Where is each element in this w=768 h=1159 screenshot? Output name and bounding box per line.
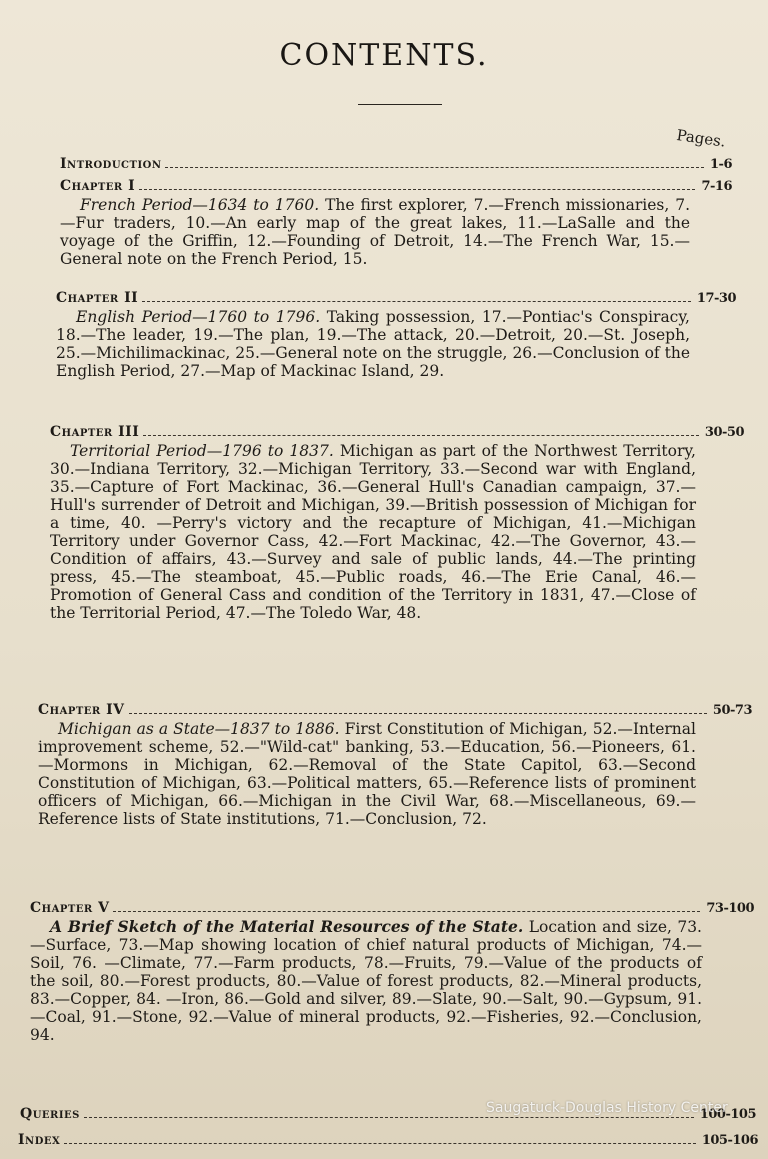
toc-entry-chapter-3 [50,424,744,622]
period-text: Michigan as part of the Northwest Territory, 30.—Indiana Territory, 32.—Michigan Territory, 33.—Second war with England, 35.—Capture of Fort Mackinac, 36.—General Hull's Canadian campaign, 37.—Hull's surrender of Detroit and Michigan, 39.—British possession of Michigan for a time, 40. —Perry's victory and the recapture of Michigan, 41.—Michigan Territory under Governor Cass, 42.—Fort Mackinac, 42.—The Governor, 43.—Condition of affairs, 43.—Survey and sale of public lands, 44.—The printing press, 45.—The steamboat, 45.—Public roads, 46.—The Erie Canal, 46.—Promotion of General Cass and condition of the Territory in 1831, 47.—Close of the Territorial Period, 47.—The Toledo War, 48. [50,442,696,622]
toc-entry-chapter-1 [60,178,732,268]
period-heading: Territorial Period—1796 to 1837. [70,442,334,460]
page-title: CONTENTS. [279,38,489,73]
toc-label: Introduction [60,156,162,172]
period-text: Location and size, 73.—Surface, 73.—Map showing location of chief natural products of Michigan, 74.—Soil, 76. —Climate, 77.—Farm products, 78.—Fruits, 79.—Value of the products of the soil, 80.—Forest products, 80.—Value of forest products, 82.—Mineral products, 83.—Copper, 84. —Iron, 86.—Gold and silver, 89.—Slate, 90.—Salt, 90.—Gypsum, 91.—Coal, 91.—Stone, 92.—Value of mineral products, 92.—Fisheries, 92.—Conclusion, 94. [30,918,702,1044]
toc-description [50,442,696,622]
dot-leader [84,1117,694,1118]
toc-label: Chapter V [30,900,110,916]
toc-heading-line [30,900,754,916]
toc-heading-line [60,178,732,194]
archive-watermark: Saugatuck-Douglas History Center [486,1100,728,1116]
toc-entry-index [18,1132,758,1148]
toc-pages: 17-30 [696,291,736,306]
toc-label: Chapter I [60,178,136,194]
toc-heading-line [38,702,752,718]
toc-description [30,918,702,1044]
toc-label: Chapter IV [38,702,125,718]
toc-entry-introduction [60,156,732,172]
toc-description [38,720,696,828]
period-heading: English Period—1760 to 1796. [76,308,321,326]
period-heading: Michigan as a State—1837 to 1886. [58,720,340,738]
period-text: Taking possession, 17.—Pontiac's Conspiracy, 18.—The leader, 19.—The plan, 19.—The attack, 20.—Detroit, 20.—St. Joseph, 25.—Michilimackinac, 25.—General note on the struggle, 26.—Conclusion of the English Period, 27.—Map of Mackinac Island, 29. [56,308,690,380]
toc-label: Chapter II [56,290,139,306]
toc-description [60,196,690,268]
toc-heading-line [60,156,732,172]
dot-leader [142,301,691,302]
toc-pages: 105-106 [701,1133,758,1148]
title-rule [358,104,442,105]
dot-leader [143,435,699,436]
period-text: The first explorer, 7.—French missionaries, 7.—Fur traders, 10.—An early map of the great lakes, 11.—LaSalle and the voyage of the Griffin, 12.—Founding of Detroit, 14.—The French War, 15.—General note on the French Period, 15. [60,196,690,268]
toc-heading-line [18,1132,758,1148]
toc-label: Queries [20,1106,80,1122]
toc-pages: 1-6 [710,157,732,172]
period-text: First Constitution of Michigan, 52.—Internal improvement scheme, 52.—"Wild-cat" banking, 53.—Education, 56.—Pioneers, 61.—Mormons in Michigan, 62.—Removal of the State Capitol, 63.—Second Constitution of Michigan, 63.—Political matters, 65.—Reference lists of prominent officers of Michigan, 66.—Michigan in the Civil War, 68.—Miscellaneous, 69.—Reference lists of State institutions, 71.—Conclusion, 72. [38,720,696,828]
period-heading: A Brief Sketch of the Material Resources of the State. [50,917,524,936]
toc-entry-chapter-2 [56,290,736,380]
toc-label: Chapter III [50,424,140,440]
toc-entry-chapter-4 [38,702,752,828]
toc-heading-line [56,290,736,306]
toc-pages: 50-73 [712,703,752,718]
dot-leader [139,189,695,190]
toc-pages: 7-16 [701,179,732,194]
toc-description [56,308,690,380]
dot-leader [113,911,700,912]
toc-pages: 100-105 [699,1107,756,1122]
toc-heading-line [50,424,744,440]
period-heading: French Period—1634 to 1760. [80,196,320,214]
dot-leader [129,713,707,714]
toc-pages: 73-100 [706,901,754,916]
pages-column-header: Pages. [675,126,727,151]
dot-leader [165,167,704,168]
toc-label: Index [18,1132,61,1148]
dot-leader [64,1143,696,1144]
toc-entry-chapter-5 [30,900,754,1044]
toc-pages: 30-50 [704,425,744,440]
